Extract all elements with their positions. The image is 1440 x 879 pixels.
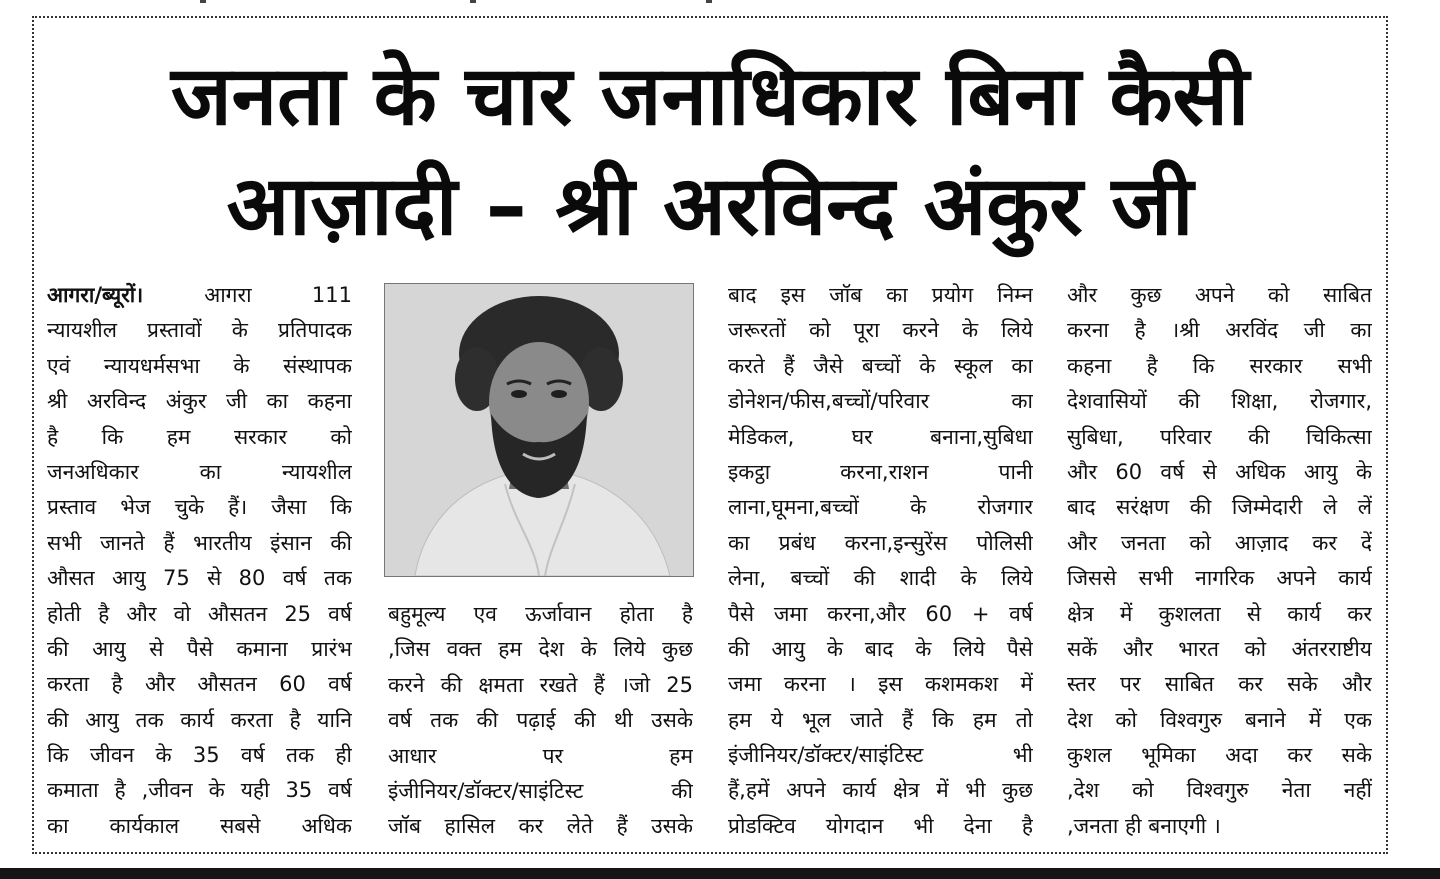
article-line: बहुमूल्य एव ऊर्जावान होता है [388, 602, 693, 626]
article-line: की आयु तक कार्य करता है यानि [47, 707, 352, 732]
article-line [47, 278, 352, 313]
article-line: पैसे जमा करना,और 60 + वर्ष [728, 601, 1033, 626]
article-line: सकें और भारत को अंतरराष्टीय [1067, 636, 1372, 661]
article-line: डोनेशन/फीस,बच्चों/परिवार का [728, 389, 1033, 414]
article-line: और कुछ अपने को साबित [1067, 283, 1372, 307]
article-line: स्तर पर साबित कर सके और [1067, 672, 1372, 697]
article-line: और 60 वर्ष से अधिक आयु के [1067, 459, 1372, 484]
article-line: वर्ष तक की पढ़ाई की थी उसके [388, 708, 693, 733]
headline-line-2: आज़ादी – श्री अरविन्द अंकुर जी [226, 159, 1194, 254]
article-line-text: आगरा 111 [204, 283, 352, 307]
article-line: की आयु के बाद के लिये पैसे [728, 636, 1033, 661]
article-line: प्रस्ताव भेज चुके हैं। जैसा कि [47, 495, 352, 520]
article-line: जिससे सभी नागरिक अपने कार्य [1067, 566, 1372, 591]
column-3 [728, 278, 1033, 844]
article-line: कमाता है ,जीवन के यही 35 वर्ष [47, 778, 352, 803]
article-line: ,जिस वक्त हम देश के लिये कुछ [388, 637, 693, 662]
article-line: प्रोडक्टिव योगदान भी देना है [728, 813, 1033, 838]
article-line: मेडिकल, घर बनाना,सुबिधा [728, 424, 1033, 449]
article-line: करना है ।श्री अरविंद जी का [1067, 318, 1372, 343]
article-line: जनअधिकार का न्यायशील [47, 459, 352, 484]
article-line: देशवासियों की शिक्षा, रोजगार, [1067, 389, 1372, 414]
article-line: सुबिधा, परिवार की चिकित्सा [1067, 424, 1372, 449]
article-line: होती है और वो औसतन 25 वर्ष [47, 601, 352, 626]
dateline: आगरा/ब्यूरों। [47, 283, 205, 307]
top-page-edge [0, 0, 1440, 8]
article-line: इंजीनियर/डॉक्टर/साइंटिस्ट भी [728, 743, 1033, 768]
column-2 [388, 597, 693, 845]
article-line: बाद सरंक्षण की जिम्मेदारी ले लें [1067, 495, 1372, 520]
article-line: सभी जानते हैं भारतीय इंसान की [47, 530, 352, 555]
article-line: का प्रबंध करना,इन्सुरेंस पोलिसी [728, 530, 1033, 555]
article-line: करते हैं जैसे बच्चों के स्कूल का [728, 353, 1033, 378]
article-line: हैं,हमें अपने कार्य क्षेत्र में भी कुछ [728, 778, 1033, 803]
article-line: लाना,घूमना,बच्चों के रोजगार [728, 495, 1033, 520]
article-line: जॉब हासिल कर लेते हैं उसके [388, 814, 693, 839]
article-line: इंजीनियर/डॉक्टर/साइंटिस्ट की [388, 778, 693, 803]
article-line: कुशल भूमिका अदा कर सके [1067, 743, 1372, 768]
article-line: कि जीवन के 35 वर्ष तक ही [47, 743, 352, 768]
article-line: औसत आयु 75 से 80 वर्ष तक [47, 566, 352, 591]
article-line: जमा करना । इस कशमकश में [728, 672, 1033, 697]
article-line: करने की क्षमता रखते हैं ।जो 25 [388, 672, 693, 697]
article-line: और जनता को आज़ाद कर दें [1067, 530, 1372, 555]
portrait-photo [384, 283, 694, 577]
article-line: कहना है कि सरकार सभी [1067, 353, 1372, 378]
article-line: क्षेत्र में कुशलता से कार्य कर [1067, 601, 1372, 626]
headline [40, 42, 1380, 262]
article-line: बाद इस जॉब का प्रयोग निम्न [728, 283, 1033, 307]
article-line: करता है और औसतन 60 वर्ष [47, 672, 352, 697]
headline-line-1: जनता के चार जनाधिकार बिना कैसी [170, 49, 1250, 144]
article-line: की आयु से पैसे कमाना प्रारंभ [47, 636, 352, 661]
article-line: देश को विश्वगुरु बनाने में एक [1067, 707, 1372, 732]
portrait-illustration [385, 284, 693, 576]
article-line: ,देश को विश्वगुरु नेता नहीं [1067, 778, 1372, 803]
article-line: श्री अरविन्द अंकुर जी का कहना [47, 389, 352, 414]
article-line: जरूरतों को पूरा करने के लिये [728, 318, 1033, 343]
column-1 [47, 278, 352, 844]
article-line: का कार्यकाल सबसे अधिक [47, 813, 352, 838]
article-line: हम ये भूल जाते हैं कि हम तो [728, 707, 1033, 732]
article-line: लेना, बच्चों की शादी के लिये [728, 566, 1033, 591]
article-line: है कि हम सरकार को [47, 424, 352, 449]
article-line: आधार पर हम [388, 743, 693, 768]
article-line: न्यायशील प्रस्तावों के प्रतिपादक [47, 318, 352, 343]
article-line: इकट्ठा करना,राशन पानी [728, 459, 1033, 484]
column-4 [1067, 278, 1372, 844]
bottom-rule [0, 868, 1440, 879]
article-line: ,जनता ही बनाएगी । [1067, 813, 1221, 838]
article-line: एवं न्यायधर्मसभा के संस्थापक [47, 353, 352, 378]
